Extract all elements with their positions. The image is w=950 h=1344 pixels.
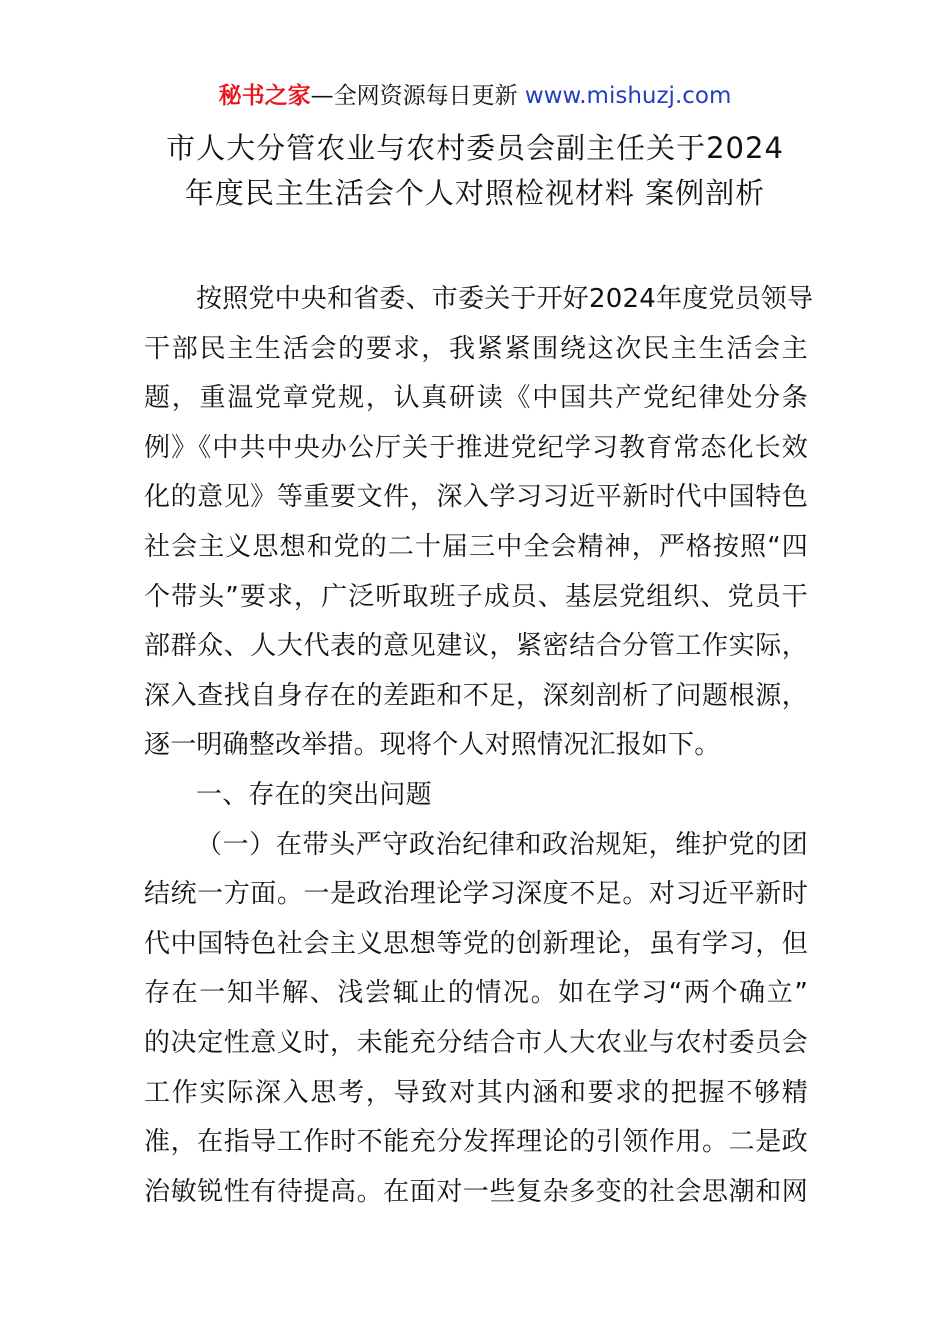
title-line-1: 市人大分管农业与农村委员会副主任关于2024 xyxy=(166,131,784,165)
paragraph-line: （一）在带头严守政治纪律和政治规矩，维护党的团 xyxy=(196,829,808,860)
paragraph-line: 题，重温党章党规，认真研读《中国共产党纪律处分条 xyxy=(144,383,808,414)
site-name: 秘书之家 xyxy=(218,83,311,109)
paragraph-line: 化的意见》等重要文件，深入学习习近平新时代中国特色 xyxy=(144,482,808,513)
paragraph-line: 深入查找自身存在的差距和不足，深刻剖析了问题根源， xyxy=(144,680,808,711)
document-title xyxy=(100,126,850,216)
paragraph-line: 按照党中央和省委、市委关于开好2024年度党员领导 xyxy=(196,284,814,314)
site-url-link[interactable]: www.mishuzj.com xyxy=(524,83,732,109)
paragraph-line: 干部民主生活会的要求，我紧紧围绕这次民主生活会主 xyxy=(144,333,808,364)
paragraph-line: 结统一方面。一是政治理论学习深度不足。对习近平新时 xyxy=(144,879,808,910)
paragraph-line: 代中国特色社会主义思想等党的创新理论，虽有学习，但 xyxy=(144,928,808,959)
paragraph-line: 部群众、人大代表的意见建议，紧密结合分管工作实际， xyxy=(144,631,808,662)
title-line-2: 年度民主生活会个人对照检视材料 案例剖析 xyxy=(184,176,766,210)
paragraph-line: 准，在指导工作时不能充分发挥理论的引领作用。二是政 xyxy=(144,1127,808,1158)
paragraph-line: 社会主义思想和党的二十届三中全会精神，严格按照“四 xyxy=(144,531,808,562)
paragraph-line: 工作实际深入思考，导致对其内涵和要求的把握不够精 xyxy=(144,1077,808,1108)
paragraph-line: 治敏锐性有待提高。在面对一些复杂多变的社会思潮和网 xyxy=(144,1176,808,1207)
paragraph-line: 例》《中共中央办公厅关于推进党纪学习教育常态化长效 xyxy=(144,432,808,463)
paragraph-line: 逐一明确整改举措。现将个人对照情况汇报如下。 xyxy=(144,730,721,761)
section-heading: 一、存在的突出问题 xyxy=(196,779,432,810)
document-body xyxy=(144,275,814,1217)
paragraph-line: 的决定性意义时，未能充分结合市人大农业与农村委员会 xyxy=(144,1027,808,1058)
paragraph-line: 个带头”要求，广泛听取班子成员、基层党组织、党员干 xyxy=(144,581,808,612)
site-header xyxy=(0,78,950,114)
paragraph-line: 存在一知半解、浅尝辄止的情况。如在学习“两个确立” xyxy=(144,978,808,1009)
site-tagline: —全网资源每日更新 xyxy=(310,83,525,109)
